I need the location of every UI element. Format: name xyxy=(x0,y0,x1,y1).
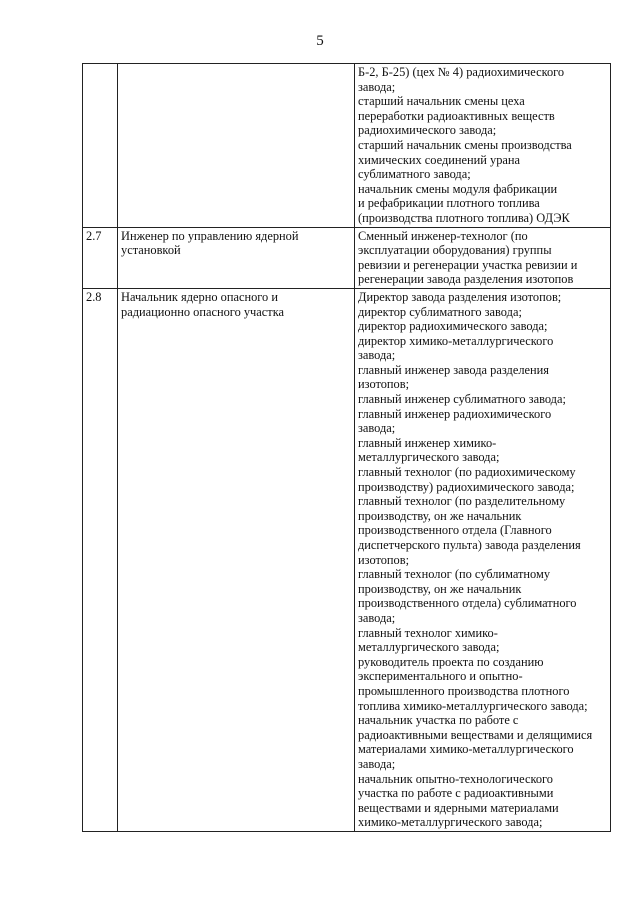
responsible-official-line: старший начальник смены производства xyxy=(358,137,572,152)
responsible-official-line: руководитель проекта по созданию xyxy=(358,654,544,669)
responsible-official-line: главный инженер сублиматного завода; xyxy=(358,392,566,407)
responsible-official-line: материалами химико-металлургического xyxy=(358,742,574,757)
responsible-official-line: химико-металлургического завода; xyxy=(358,815,543,830)
item-number: 2.8 xyxy=(83,288,118,831)
table-row xyxy=(83,64,611,228)
responsible-official-line: радиохимического завода; xyxy=(358,123,497,138)
responsible-official-line: завода; xyxy=(358,610,396,625)
responsible-official-line: начальник опытно-технологического xyxy=(358,771,554,786)
item-number: 2.7 xyxy=(83,227,118,288)
responsible-official-line: металлургического завода; xyxy=(358,640,500,655)
position-title-cell xyxy=(118,227,355,288)
responsible-official-line: участка по работе с радиоактивными xyxy=(358,786,554,801)
responsible-official-line: начальник участка по работе с xyxy=(358,713,519,728)
position-title-line: установкой xyxy=(121,243,181,258)
responsible-official-line: Сменный инженер-технолог (по xyxy=(358,228,528,243)
responsible-official-line: изотопов; xyxy=(358,552,410,567)
responsible-official-line: Б-2, Б-25) (цех № 4) радиохимического xyxy=(358,65,565,79)
responsible-official-line: (производства плотного топлива) ОДЭК xyxy=(358,210,570,225)
responsible-official-line: химических соединений урана xyxy=(358,152,521,167)
responsible-official-line: производству, он же начальник xyxy=(358,508,522,523)
table-row xyxy=(83,227,611,288)
responsible-official-line: производству) радиохимического завода; xyxy=(358,479,575,494)
responsible-official-line: старший начальник смены цеха xyxy=(358,94,525,109)
responsible-official-line: завода; xyxy=(358,348,396,363)
responsible-official-line: главный инженер завода разделения xyxy=(358,362,549,377)
responsible-official-line: и рефабрикации плотного топлива xyxy=(358,196,540,211)
responsible-official-line: Директор завода разделения изотопов; xyxy=(358,289,562,304)
responsible-official-line: главный технолог (по сублиматному xyxy=(358,567,551,582)
responsible-official-line: главный технолог химико- xyxy=(358,625,498,640)
responsible-official-line: главный технолог (по разделительному xyxy=(358,494,566,509)
responsible-official-line: ревизии и регенерации участка ревизии и xyxy=(358,257,578,272)
responsible-official-line: главный инженер химико- xyxy=(358,435,497,450)
responsible-officials-cell xyxy=(355,64,611,228)
responsible-official-line: начальник смены модуля фабрикации xyxy=(358,181,558,196)
responsible-official-line: сублиматного завода; xyxy=(358,167,471,182)
responsible-official-line: производственного отдела) сублиматного xyxy=(358,596,577,611)
position-title-line: радиационно опасного участка xyxy=(121,304,285,319)
item-number xyxy=(83,64,118,228)
position-title-cell xyxy=(118,64,355,228)
responsible-official-line: завода; xyxy=(358,756,396,771)
responsible-official-line: диспетчерского пульта) завода разделения xyxy=(358,538,581,552)
table-body xyxy=(83,64,611,832)
responsible-official-line: веществами и ядерными материалами xyxy=(358,800,559,815)
responsible-official-line: главный технолог (по радиохимическому xyxy=(358,465,576,480)
responsible-official-line: эксплуатации оборудования) группы xyxy=(358,243,552,258)
position-title-cell xyxy=(118,288,355,831)
responsible-official-line: производственного отдела (Главного xyxy=(358,523,552,538)
responsible-official-line: изотопов; xyxy=(358,377,410,392)
responsible-official-line: завода; xyxy=(358,79,396,94)
responsible-officials-cell xyxy=(355,288,611,831)
responsible-official-line: промышленного производства плотного xyxy=(358,683,570,698)
responsible-official-line: регенерации завода разделения изотопов xyxy=(358,272,574,287)
responsible-official-line: директор радиохимического завода; xyxy=(358,319,548,334)
position-title-line: Инженер по управлению ядерной xyxy=(121,228,299,243)
responsible-official-line: производству, он же начальник xyxy=(358,581,522,596)
responsible-official-line: топлива химико-металлургического завода; xyxy=(358,698,588,713)
table-row xyxy=(83,288,611,831)
responsible-official-line: главный инженер радиохимического xyxy=(358,406,552,421)
responsible-official-line: экспериментального и опытно- xyxy=(358,669,523,684)
responsible-official-line: переработки радиоактивных веществ xyxy=(358,108,555,123)
responsible-official-line: радиоактивными веществами и делящимися xyxy=(358,727,593,742)
responsible-official-line: директор химико-металлургического xyxy=(358,333,554,348)
position-title-line: Начальник ядерно опасного и xyxy=(121,289,278,304)
responsible-officials-cell xyxy=(355,227,611,288)
positions-table xyxy=(82,63,611,832)
responsible-official-line: завода; xyxy=(358,421,396,436)
responsible-official-line: директор сублиматного завода; xyxy=(358,304,522,319)
responsible-official-line: металлургического завода; xyxy=(358,450,500,465)
page-number: 5 xyxy=(316,33,324,49)
